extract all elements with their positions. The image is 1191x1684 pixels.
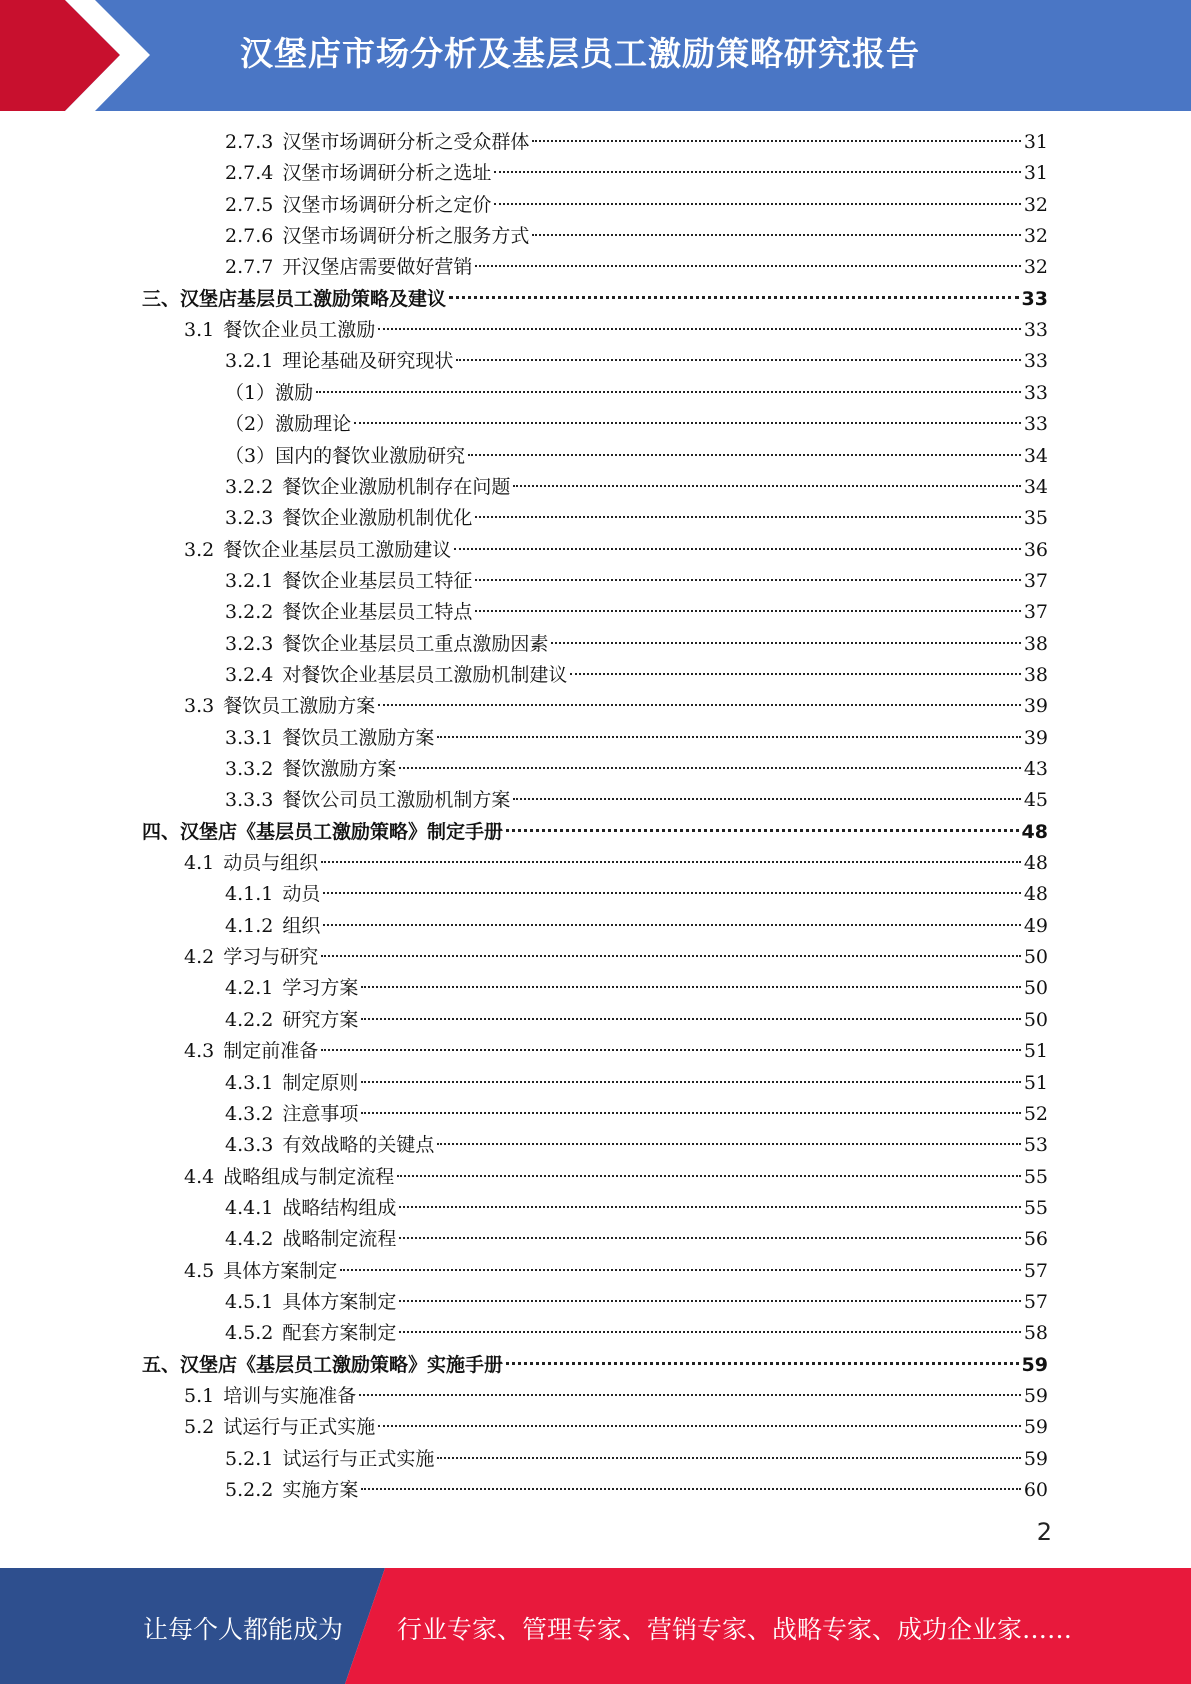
toc-entry-title: 餐饮企业激励机制存在问题 <box>282 476 511 498</box>
toc-entry[interactable] <box>225 503 1048 534</box>
toc-entry-title: 注意事项 <box>282 1103 359 1125</box>
toc-dot-leader <box>323 924 1020 926</box>
toc-entry-page: 33 <box>1023 413 1048 435</box>
toc-entry-page: 31 <box>1023 131 1048 153</box>
header-title: 汉堡店市场分析及基层员工激励策略研究报告 <box>240 34 920 73</box>
toc-entry-title: 四、汉堡店《基层员工激励策略》制定手册 <box>142 821 504 843</box>
toc-entry-page: 48 <box>1023 883 1048 905</box>
toc-entry[interactable] <box>225 441 1048 472</box>
toc-dot-leader <box>361 1112 1020 1114</box>
toc-entry-number: 2.7.4 <box>225 162 274 184</box>
page-number: 2 <box>1036 1518 1052 1546</box>
toc-dot-leader <box>437 1143 1020 1145</box>
toc-dot-leader <box>437 736 1020 738</box>
toc-entry[interactable] <box>225 597 1048 628</box>
toc-entry-title: （1）激励 <box>225 382 314 404</box>
toc-entry[interactable] <box>184 691 1048 722</box>
toc-entry[interactable] <box>225 1099 1048 1130</box>
toc-entry-title: 餐饮企业基层员工特点 <box>282 601 473 623</box>
toc-entry[interactable] <box>184 1036 1048 1067</box>
toc-entry-number: 4.3.2 <box>225 1103 274 1125</box>
toc-entry-page: 48 <box>1023 852 1048 874</box>
toc-entry-number: 4.2 <box>184 946 215 968</box>
toc-entry-number: 3.2.3 <box>225 633 274 655</box>
toc-entry-title: 餐饮员工激励方案 <box>282 727 435 749</box>
toc-entry-title: 试运行与正式实施 <box>223 1416 376 1438</box>
toc-dot-leader <box>475 579 1020 581</box>
toc-entry[interactable] <box>225 1193 1048 1224</box>
toc-dot-leader <box>399 1237 1020 1239</box>
toc-entry-number: 3.2.1 <box>225 350 274 372</box>
toc-entry-number: 2.7.7 <box>225 256 274 278</box>
toc-entry[interactable] <box>225 221 1048 252</box>
toc-dot-leader <box>399 1300 1020 1302</box>
toc-entry-page: 34 <box>1023 445 1048 467</box>
toc-entry-title: 动员 <box>282 883 321 905</box>
toc-dot-leader <box>513 798 1020 800</box>
toc-entry[interactable] <box>225 785 1048 816</box>
toc-entry-page: 55 <box>1023 1166 1048 1188</box>
toc-entry-number: 4.3 <box>184 1040 215 1062</box>
toc-entry-page: 49 <box>1023 915 1048 937</box>
toc-entry-title: 理论基础及研究现状 <box>282 350 454 372</box>
toc-entry[interactable] <box>225 409 1048 440</box>
toc-entry-title: 战略组成与制定流程 <box>223 1166 395 1188</box>
footer-slogan-left: 让每个人都能成为 <box>143 1615 344 1644</box>
toc-dot-leader <box>494 171 1020 173</box>
toc-entry-title: 制定前准备 <box>223 1040 319 1062</box>
footer-slogan-right: 行业专家、管理专家、营销专家、战略专家、成功企业家…… <box>397 1615 1073 1644</box>
toc-entry-page: 59 <box>1023 1448 1048 1470</box>
toc-entry-title: 三、汉堡店基层员工激励策略及建议 <box>142 288 447 310</box>
toc-entry-number: 2.7.6 <box>225 225 274 247</box>
toc-dot-leader <box>321 861 1021 863</box>
toc-entry-page: 51 <box>1023 1040 1048 1062</box>
toc-entry-page: 33 <box>1023 350 1048 372</box>
toc-entry-number: 3.3.3 <box>225 789 274 811</box>
toc-dot-leader <box>468 454 1021 456</box>
toc-dot-leader <box>378 704 1021 706</box>
toc-entry-title: 餐饮激励方案 <box>282 758 397 780</box>
toc-dot-leader <box>323 892 1020 894</box>
toc-entry-title: 组织 <box>282 915 321 937</box>
toc-entry-page: 38 <box>1023 664 1048 686</box>
toc-entry-title: （2）激励理论 <box>225 413 352 435</box>
toc-entry-number: 4.1 <box>184 852 215 874</box>
toc-entry[interactable] <box>225 660 1048 691</box>
toc-dot-leader <box>475 265 1020 267</box>
toc-entry-title: 餐饮企业员工激励 <box>223 319 376 341</box>
toc-entry-page: 60 <box>1023 1479 1048 1501</box>
toc-entry-number: 3.2.3 <box>225 507 274 529</box>
toc-dot-leader <box>456 359 1020 361</box>
toc-dot-leader <box>551 642 1020 644</box>
toc-entry-page: 59 <box>1021 1354 1048 1376</box>
toc-entry-page: 34 <box>1023 476 1048 498</box>
toc-entry[interactable] <box>225 879 1048 910</box>
toc-entry-title: 餐饮企业基层员工激励建议 <box>223 539 452 561</box>
toc-entry-number: 3.2.4 <box>225 664 274 686</box>
toc-entry-number: 3.1 <box>184 319 215 341</box>
toc-entry-page: 52 <box>1023 1103 1048 1125</box>
toc-entry-page: 32 <box>1023 256 1048 278</box>
toc-entry-page: 36 <box>1023 539 1048 561</box>
toc-entry[interactable] <box>225 1224 1048 1255</box>
toc-entry-page: 50 <box>1023 977 1048 999</box>
toc-entry-number: 3.3 <box>184 695 215 717</box>
toc-entry-title: 学习方案 <box>282 977 359 999</box>
toc-entry[interactable] <box>142 284 1048 315</box>
toc-entry-number: 5.2.1 <box>225 1448 274 1470</box>
toc-entry[interactable] <box>225 1318 1048 1349</box>
toc-entry-number: 4.2.1 <box>225 977 274 999</box>
toc-entry-number: 4.3.1 <box>225 1072 274 1094</box>
toc-entry[interactable] <box>225 1475 1048 1506</box>
toc-dot-leader <box>532 234 1020 236</box>
toc-entry[interactable] <box>225 472 1048 503</box>
page-footer <box>0 1568 1191 1684</box>
toc-entry-title: 汉堡市场调研分析之选址 <box>282 162 492 184</box>
toc-entry-title: 汉堡市场调研分析之定价 <box>282 194 492 216</box>
toc-entry-page: 33 <box>1023 319 1048 341</box>
toc-entry-title: 餐饮企业基层员工特征 <box>282 570 473 592</box>
toc-entry-page: 45 <box>1023 789 1048 811</box>
toc-entry[interactable] <box>225 723 1048 754</box>
toc-entry-page: 57 <box>1023 1291 1048 1313</box>
toc-entry[interactable] <box>225 629 1048 660</box>
toc-dot-leader <box>475 516 1020 518</box>
toc-entry-title: （3）国内的餐饮业激励研究 <box>225 445 466 467</box>
toc-entry-number: 3.2.1 <box>225 570 274 592</box>
toc-entry-page: 50 <box>1023 1009 1048 1031</box>
toc-entry-number: 4.4.2 <box>225 1228 274 1250</box>
toc-entry-title: 培训与实施准备 <box>223 1385 357 1407</box>
toc-dot-leader <box>361 986 1020 988</box>
toc-entry-number: 4.1.1 <box>225 883 274 905</box>
toc-entry-title: 试运行与正式实施 <box>282 1448 435 1470</box>
toc-dot-leader <box>454 548 1021 550</box>
toc-entry-number: 4.3.3 <box>225 1134 274 1156</box>
toc-entry[interactable] <box>225 1005 1048 1036</box>
toc-dot-leader <box>399 1331 1020 1333</box>
toc-entry-number: 4.2.2 <box>225 1009 274 1031</box>
toc-entry-title: 餐饮企业基层员工重点激励因素 <box>282 633 549 655</box>
toc-entry-page: 50 <box>1023 946 1048 968</box>
toc-entry[interactable] <box>142 817 1048 848</box>
toc-entry-title: 制定原则 <box>282 1072 359 1094</box>
toc-dot-leader <box>361 1488 1020 1490</box>
toc-entry-page: 58 <box>1023 1322 1048 1344</box>
toc-entry[interactable] <box>225 1444 1048 1475</box>
toc-entry-title: 汉堡市场调研分析之受众群体 <box>282 131 530 153</box>
toc-entry-title: 学习与研究 <box>223 946 319 968</box>
toc-entry-title: 具体方案制定 <box>223 1260 338 1282</box>
toc-entry-number: 4.5.1 <box>225 1291 274 1313</box>
toc-entry-number: 2.7.5 <box>225 194 274 216</box>
toc-entry[interactable] <box>225 127 1048 158</box>
toc-entry-page: 37 <box>1023 570 1048 592</box>
toc-dot-leader <box>321 1049 1021 1051</box>
toc-dot-leader <box>399 767 1020 769</box>
toc-dot-leader <box>506 829 1019 832</box>
toc-dot-leader <box>340 1269 1021 1271</box>
toc-entry-page: 56 <box>1023 1228 1048 1250</box>
toc-dot-leader <box>449 296 1019 299</box>
toc-entry-number: 3.3.2 <box>225 758 274 780</box>
toc-entry-number: 3.2 <box>184 539 215 561</box>
toc-entry-title: 汉堡市场调研分析之服务方式 <box>282 225 530 247</box>
toc-dot-leader <box>570 673 1020 675</box>
toc-entry-number: 5.1 <box>184 1385 215 1407</box>
toc-entry[interactable] <box>225 190 1048 221</box>
toc-dot-leader <box>361 1081 1020 1083</box>
toc-dot-leader <box>359 1394 1021 1396</box>
toc-entry-page: 37 <box>1023 601 1048 623</box>
toc-entry-number: 5.2.2 <box>225 1479 274 1501</box>
toc-dot-leader <box>532 140 1020 142</box>
toc-entry-page: 35 <box>1023 507 1048 529</box>
toc-entry-number: 4.5 <box>184 1260 215 1282</box>
toc-entry[interactable] <box>225 158 1048 189</box>
toc-dot-leader <box>378 328 1021 330</box>
toc-entry-page: 33 <box>1021 288 1048 310</box>
toc-dot-leader <box>399 1206 1020 1208</box>
toc-entry[interactable] <box>184 1256 1048 1287</box>
toc-entry[interactable] <box>225 754 1048 785</box>
toc-entry-number: 4.4 <box>184 1166 215 1188</box>
toc-entry[interactable] <box>225 973 1048 1004</box>
toc-entry-title: 实施方案 <box>282 1479 359 1501</box>
toc-entry-page: 32 <box>1023 194 1048 216</box>
toc-entry-page: 57 <box>1023 1260 1048 1282</box>
toc-entry[interactable] <box>184 1381 1048 1412</box>
toc-dot-leader <box>354 422 1021 424</box>
toc-entry-number: 4.4.1 <box>225 1197 274 1219</box>
toc-entry[interactable] <box>225 911 1048 942</box>
toc-entry-title: 动员与组织 <box>223 852 319 874</box>
toc-dot-leader <box>494 203 1020 205</box>
toc-entry[interactable] <box>184 1162 1048 1193</box>
toc-entry-title: 餐饮企业激励机制优化 <box>282 507 473 529</box>
toc-entry-page: 43 <box>1023 758 1048 780</box>
toc-entry[interactable] <box>225 1068 1048 1099</box>
toc-entry[interactable] <box>184 535 1048 566</box>
toc-entry[interactable] <box>184 848 1048 879</box>
toc-dot-leader <box>475 610 1020 612</box>
toc-entry-title: 研究方案 <box>282 1009 359 1031</box>
toc-entry[interactable] <box>225 346 1048 377</box>
toc-entry-title: 餐饮公司员工激励机制方案 <box>282 789 511 811</box>
toc-dot-leader <box>506 1362 1019 1365</box>
toc-entry-title: 开汉堡店需要做好营销 <box>282 256 473 278</box>
toc-dot-leader <box>513 485 1020 487</box>
toc-dot-leader <box>378 1425 1021 1427</box>
toc-entry-page: 39 <box>1023 727 1048 749</box>
toc-entry[interactable] <box>184 942 1048 973</box>
toc-dot-leader <box>397 1175 1021 1177</box>
toc-entry-title: 餐饮员工激励方案 <box>223 695 376 717</box>
toc-entry-page: 51 <box>1023 1072 1048 1094</box>
toc-entry-page: 32 <box>1023 225 1048 247</box>
toc-entry-page: 53 <box>1023 1134 1048 1156</box>
toc-entry-title: 具体方案制定 <box>282 1291 397 1313</box>
toc-entry[interactable] <box>225 566 1048 597</box>
toc-entry[interactable] <box>184 315 1048 346</box>
toc-dot-leader <box>316 391 1021 393</box>
toc-entry-title: 五、汉堡店《基层员工激励策略》实施手册 <box>142 1354 504 1376</box>
toc-entry-title: 配套方案制定 <box>282 1322 397 1344</box>
toc-entry-number: 3.2.2 <box>225 601 274 623</box>
toc-entry-page: 59 <box>1023 1416 1048 1438</box>
toc-entry-page: 55 <box>1023 1197 1048 1219</box>
toc-entry[interactable] <box>225 378 1048 409</box>
page-header <box>0 0 1191 111</box>
toc-entry[interactable] <box>184 1412 1048 1443</box>
toc-entry-page: 59 <box>1023 1385 1048 1407</box>
toc-dot-leader <box>321 955 1021 957</box>
toc-entry[interactable] <box>225 1287 1048 1318</box>
toc-entry-title: 战略制定流程 <box>282 1228 397 1250</box>
toc-entry-page: 33 <box>1023 382 1048 404</box>
toc-entry[interactable] <box>142 1350 1048 1381</box>
toc-dot-leader <box>437 1457 1020 1459</box>
toc-entry-page: 38 <box>1023 633 1048 655</box>
toc-entry-page: 39 <box>1023 695 1048 717</box>
toc-entry-number: 5.2 <box>184 1416 215 1438</box>
toc-entry-number: 4.1.2 <box>225 915 274 937</box>
toc-entry-number: 3.3.1 <box>225 727 274 749</box>
toc-entry-page: 31 <box>1023 162 1048 184</box>
toc-dot-leader <box>361 1018 1020 1020</box>
toc-entry-page: 48 <box>1021 821 1048 843</box>
toc-entry[interactable] <box>225 252 1048 283</box>
toc-entry-title: 战略结构组成 <box>282 1197 397 1219</box>
toc-entry-title: 对餐饮企业基层员工激励机制建议 <box>282 664 568 686</box>
toc-entry-title: 有效战略的关键点 <box>282 1134 435 1156</box>
toc-entry-number: 2.7.3 <box>225 131 274 153</box>
toc-entry-number: 4.5.2 <box>225 1322 274 1344</box>
toc-entry-number: 3.2.2 <box>225 476 274 498</box>
toc-entry[interactable] <box>225 1130 1048 1161</box>
